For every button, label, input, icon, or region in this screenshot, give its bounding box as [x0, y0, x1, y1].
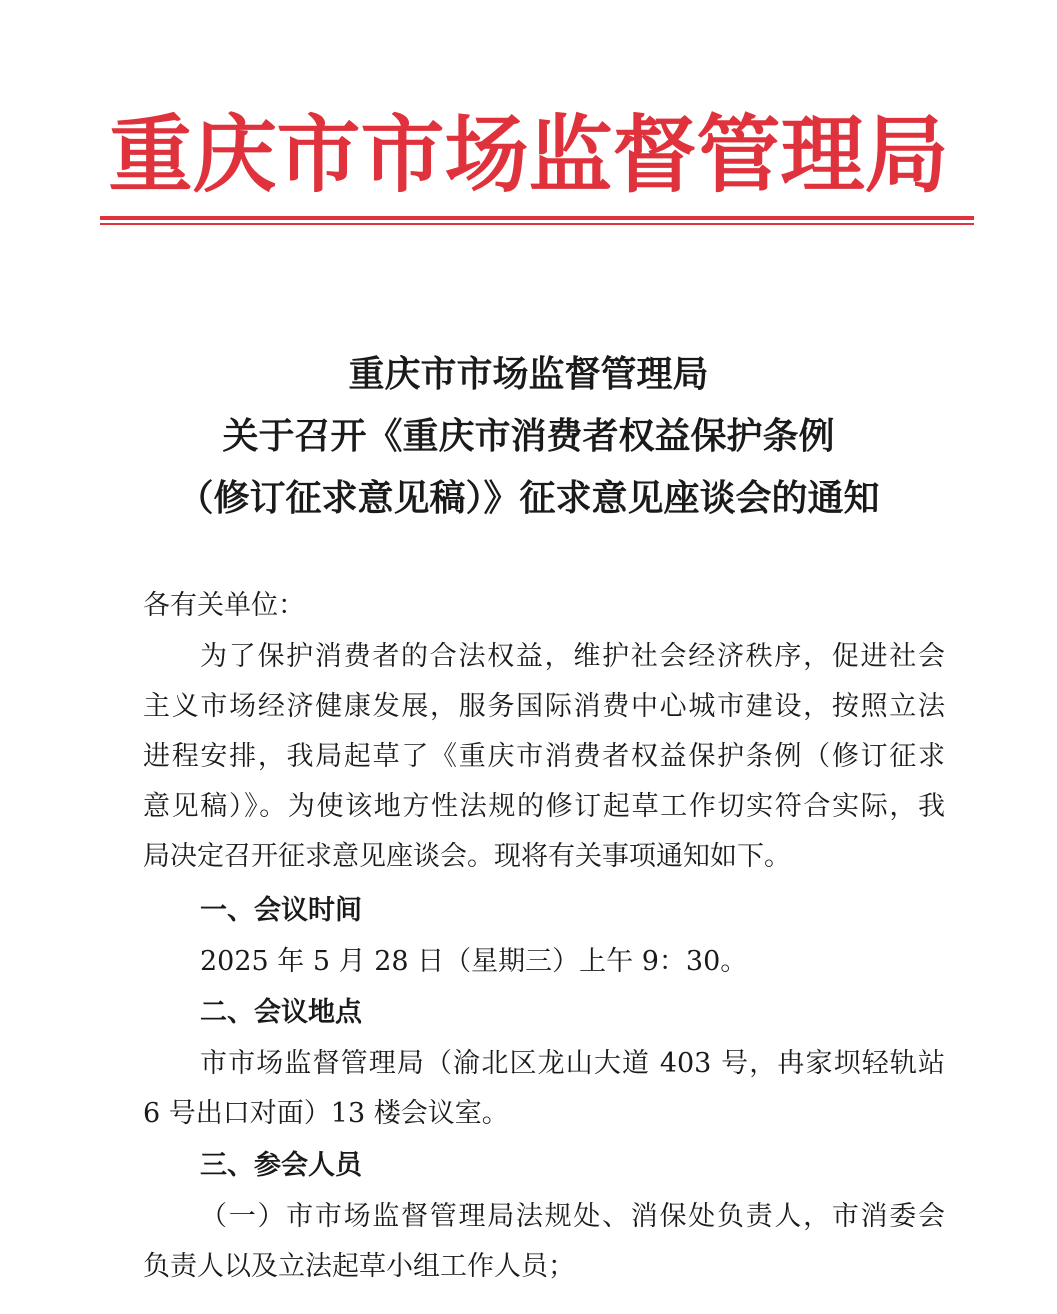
- letterhead-red-rule-thin: [100, 223, 974, 225]
- section-heading-meeting-location: 二、会议地点: [200, 997, 362, 1028]
- meeting-location-line: 6 号出口对面）13 楼会议室。: [143, 1098, 509, 1129]
- letterhead-red-rule-thick: [100, 216, 974, 220]
- document-title-line-3: （修订征求意见稿）》征求意见座谈会的通知: [177, 477, 880, 519]
- salutation: 各有关单位：: [143, 590, 305, 621]
- document-title-line-1: 重庆市市场监督管理局: [348, 353, 709, 395]
- intro-paragraph-line: 局决定召开征求意见座谈会。现将有关事项通知如下。: [143, 841, 791, 872]
- section-heading-attendees: 三、参会人员: [200, 1150, 362, 1181]
- intro-paragraph-line: 进程安排，我局起草了《重庆市消费者权益保护条例（修订征求: [143, 741, 945, 772]
- section-heading-meeting-time: 一、会议时间: [200, 895, 362, 926]
- meeting-location-line: 市市场监督管理局（渝北区龙山大道 403 号，冉家坝轻轨站: [200, 1048, 945, 1079]
- intro-paragraph-line: 为了保护消费者的合法权益，维护社会经济秩序，促进社会: [200, 641, 945, 672]
- document-title-line-2: 关于召开《重庆市消费者权益保护条例: [222, 415, 835, 457]
- attendees-line: （一）市市场监督管理局法规处、消保处负责人，市消委会: [200, 1201, 945, 1232]
- letterhead-org-name: 重庆市市场监督管理局: [108, 106, 949, 204]
- meeting-time-text: 2025 年 5 月 28 日（星期三）上午 9：30。: [200, 946, 748, 977]
- intro-paragraph-line: 意见稿）》。为使该地方性法规的修订起草工作切实符合实际，我: [143, 791, 945, 822]
- intro-paragraph-line: 主义市场经济健康发展，服务国际消费中心城市建设，按照立法: [143, 691, 945, 722]
- attendees-line: 负责人以及立法起草小组工作人员；: [143, 1251, 575, 1282]
